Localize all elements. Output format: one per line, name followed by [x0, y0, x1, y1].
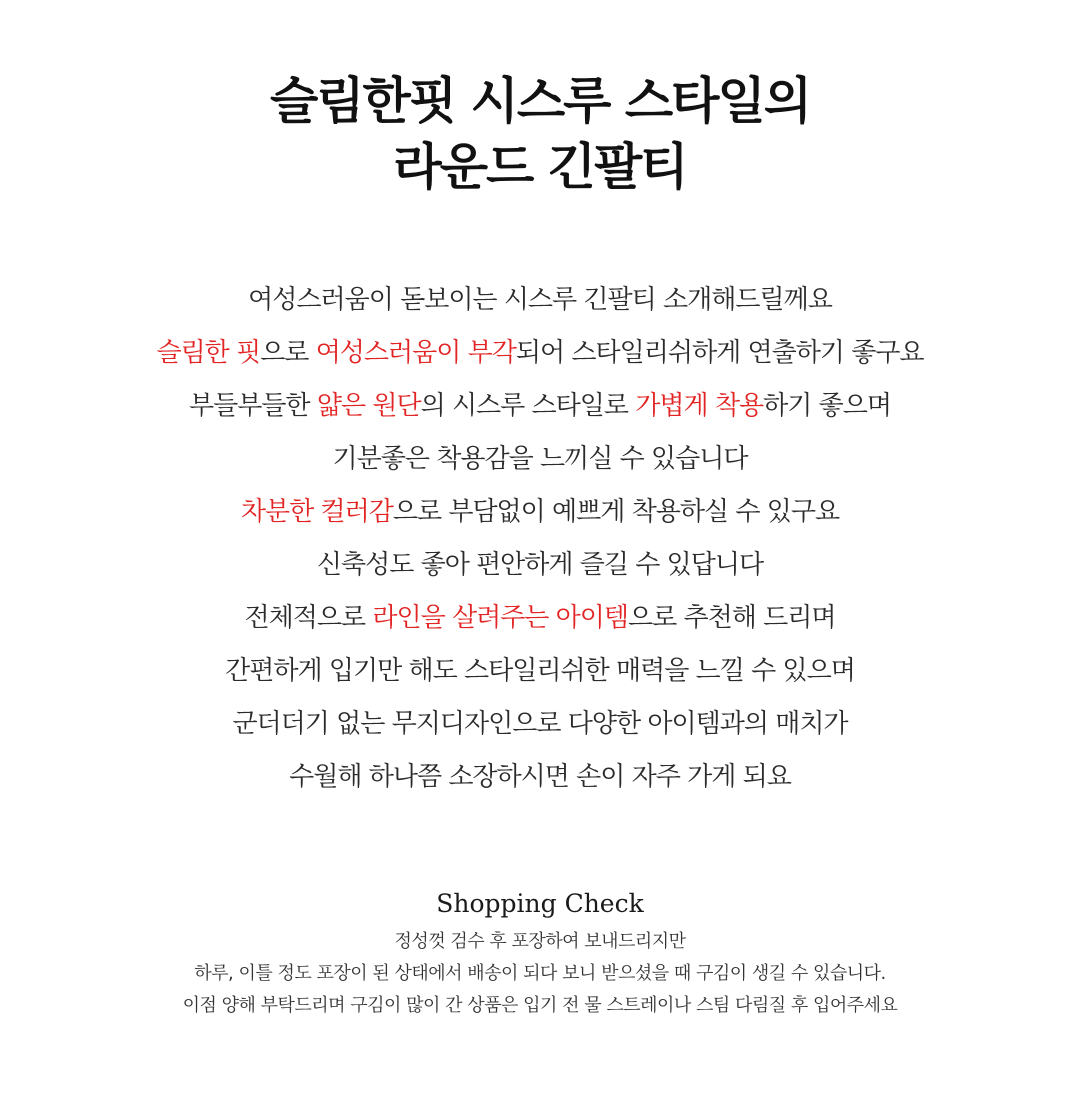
description-line — [0, 433, 1080, 486]
shopping-check-line: 이점 양해 부탁드리며 구김이 많이 간 상품은 입기 전 물 스트레이나 스팀 다림질 후 입어주세요 — [182, 995, 898, 1016]
product-title — [0, 68, 1080, 200]
description-text: 하기 좋으며 — [763, 391, 892, 421]
description-text: 부들부들한 — [188, 391, 317, 421]
description-line — [0, 539, 1080, 592]
highlighted-text: 라인을 살려주는 아이템 — [372, 603, 629, 633]
description-line — [0, 698, 1080, 751]
description-text: 으로 추천해 드리며 — [628, 603, 836, 633]
highlighted-text: 얇은 원단 — [316, 391, 421, 421]
description-text: 신축성도 좋아 편안하게 즐길 수 있답니다 — [316, 550, 764, 580]
shopping-check-line: 정성껏 검수 후 포장하여 보내드리지만 — [394, 931, 686, 952]
product-description — [0, 274, 1080, 804]
highlighted-text: 슬림한 핏 — [156, 338, 261, 368]
description-text: 으로 — [260, 338, 316, 368]
description-line — [0, 751, 1080, 804]
description-line — [0, 592, 1080, 645]
description-text: 전체적으로 — [244, 603, 373, 633]
description-text: 으로 부담없이 예쁘게 착용하실 수 있구요 — [392, 497, 840, 527]
description-text: 기분좋은 착용감을 느끼실 수 있습니다 — [332, 444, 748, 474]
shopping-check-title: Shopping Check — [436, 889, 644, 918]
highlighted-text: 여성스러움이 부각 — [315, 338, 516, 368]
description-text: 군더더기 없는 무지디자인으로 다양한 아이템과의 매치가 — [232, 709, 848, 739]
description-text: 되어 스타일리쉬하게 연출하기 좋구요 — [515, 338, 924, 368]
shopping-check-section — [0, 884, 1080, 1022]
highlighted-text: 가볍게 착용 — [635, 391, 764, 421]
description-text: 수월해 하나쯤 소장하시면 손이 자주 가게 되요 — [289, 762, 791, 792]
title-line-1: 슬림한핏 시스루 스타일의 — [269, 72, 811, 130]
description-text: 의 시스루 스타일로 — [420, 391, 636, 421]
description-line — [0, 327, 1080, 380]
description-text: 간편하게 입기만 해도 스타일리쉬한 매력을 느낄 수 있으며 — [225, 656, 855, 686]
description-line — [0, 380, 1080, 433]
shopping-check-line: 하루, 이틀 정도 포장이 된 상태에서 배송이 되다 보니 받으셨을 때 구김이 생길 수 있습니다. — [194, 963, 886, 984]
description-line — [0, 645, 1080, 698]
description-line — [0, 274, 1080, 327]
highlighted-text: 차분한 컬러감 — [240, 497, 393, 527]
description-line — [0, 486, 1080, 539]
description-text: 여성스러움이 돋보이는 시스루 긴팔티 소개해드릴께요 — [248, 285, 832, 315]
title-line-2: 라운드 긴팔티 — [393, 138, 687, 196]
